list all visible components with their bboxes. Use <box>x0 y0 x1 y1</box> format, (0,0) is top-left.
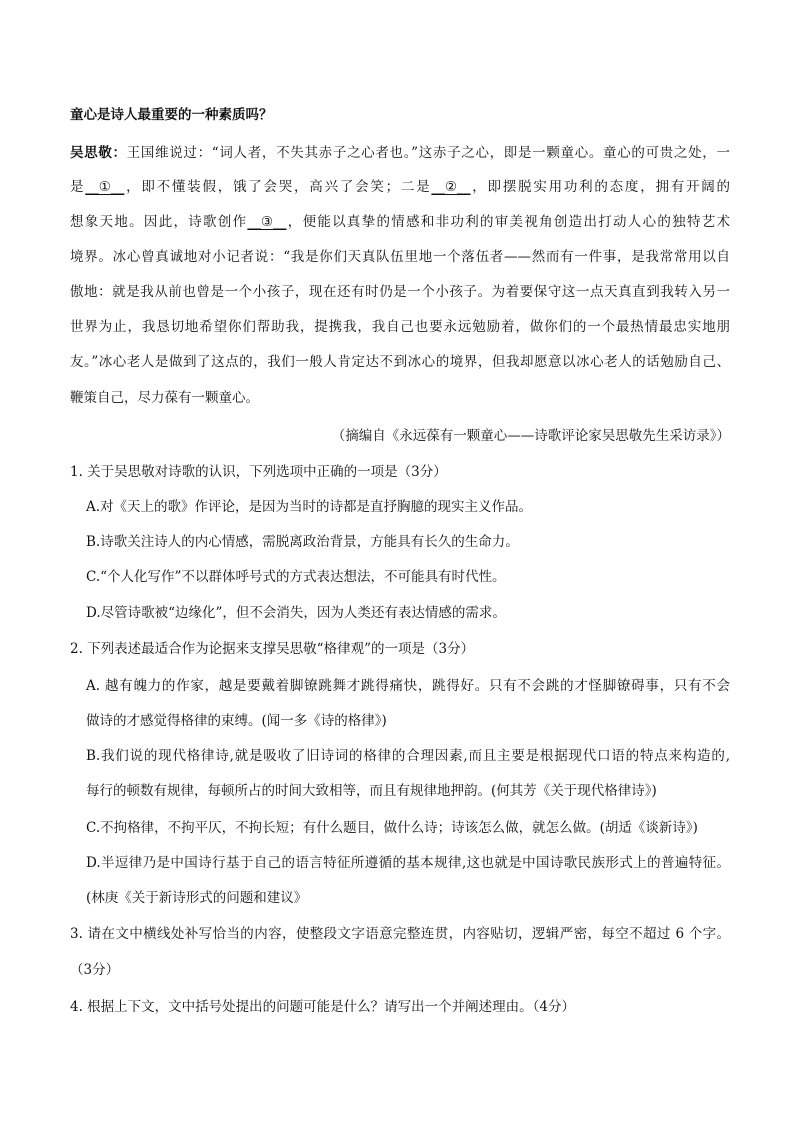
passage-line-4: 境界。冰心曾真诚地对小记者说：“我是你们天真队伍里地一个落伍者——然而有一件事，是我常常用以自 <box>70 249 730 265</box>
question-3-line-1: 3. 请在文中横线处补写恰当的内容，使整段文字语意完整连贯，内容贴切，逻辑严密，每空不超过 6 个字。 <box>70 926 730 942</box>
question-2-option-c: C.不拘格律，不拘平仄，不拘长短；有什么题目，做什么诗；诗该怎么做，就怎么做。(胡适《谈新诗》) <box>86 820 698 836</box>
passage-line-5: 傲地：就是我从前也曾是一个小孩子，现在还有时仍是一个小孩子。为着要保守这一点天真直到我转入另一 <box>70 284 730 300</box>
question-1-option-d: D.尽管诗歌被“边缘化”，但不会消失，因为人类还有表达情感的需求。 <box>86 605 506 621</box>
passage-line-1: 吴思敬：王国维说过：“词人者，不失其赤子之心者也。”这赤子之心，即是一颗童心。童心的可贵之处，一 <box>70 145 730 161</box>
question-2-option-d-line-1: D.半逗律乃是中国诗行基于自己的语言特征所遵循的基本规律,这也就是中国诗歌民族形式上的普遍特征。 <box>86 855 730 871</box>
question-1-option-b: B.诗歌关注诗人的内心情感，需脱离政治背景，方能具有长久的生命力。 <box>86 534 519 550</box>
question-2-option-a-line-2: 做诗的才感觉得格律的束缚。(闻一多《诗的格律》) <box>86 713 387 729</box>
question-1-option-c: C.“个人化写作”不以群体呼号式的方式表达想法，不可能具有时代性。 <box>86 569 506 585</box>
question-2-option-b-line-2: 每行的顿数有规律，每顿所占的时间大致相等，而且有规律地押韵。(何其芳《关于现代格律诗》) <box>86 783 657 799</box>
question-2-option-d-line-2: (林庚《关于新诗形式的问题和建议》 <box>86 890 308 906</box>
question-3-line-2: （3分） <box>70 962 120 978</box>
question-2-option-a-line-1: A. 越有魄力的作家，越是要戴着脚镣跳舞才跳得痛快，跳得好。只有不会跳的才怪脚镣碍事，只有不会 <box>86 678 730 694</box>
question-1-stem: 1. 关于吴思敬对诗歌的认识，下列选项中正确的一项是（3分） <box>70 464 447 480</box>
blank-3: __③__ <box>247 214 287 230</box>
question-1-option-a: A.对《天上的歌》作评论，是因为当时的诗都是直抒胸臆的现实主义作品。 <box>86 499 533 515</box>
blank-1: __①__ <box>85 179 125 195</box>
source-citation: （摘编自《永远葆有一颗童心——诗歌评论家吴思敬先生采访录》） <box>331 428 730 444</box>
question-2-option-b-line-1: B.我们说的现代格律诗,就是吸收了旧诗词的格律的合理因素,而且主要是根据现代口语的特点来构造的, <box>86 748 730 764</box>
question-4-stem: 4. 根据上下文，文中括号处提出的问题可能是什么？请写出一个并阐述理由。（4分） <box>70 999 576 1015</box>
question-heading: 童心是诗人最重要的一种素质吗？ <box>70 107 273 123</box>
blank-2: __②__ <box>431 179 471 195</box>
question-2-stem: 2. 下列表述最适合作为论据来支撑吴思敬“格律观”的一项是（3分） <box>70 641 475 657</box>
passage-line-6: 世界为止，我恳切地希望你们帮助我，提携我，我自己也要永远勉励着，做你们的一个最热情最忠实地朋 <box>70 319 730 335</box>
speaker-name: 吴思敬： <box>70 145 127 161</box>
passage-line-8: 鞭策自己，尽力葆有一颗童心。 <box>70 390 259 406</box>
passage-line-7: 友。”冰心老人是做到了这点的，我们一般人肯定达不到冰心的境界，但我却愿意以冰心老人的话勉励自己、 <box>70 354 730 370</box>
passage-line-2: 是__①__，即不懂装假，饿了会哭，高兴了会笑；二是__②__，即摆脱实用功利的态度，拥有开阔的 <box>70 179 731 195</box>
passage-line-3: 想象天地。因此，诗歌创作__③__，便能以真挚的情感和非功利的审美视角创造出打动人心的独特艺术 <box>70 214 731 230</box>
